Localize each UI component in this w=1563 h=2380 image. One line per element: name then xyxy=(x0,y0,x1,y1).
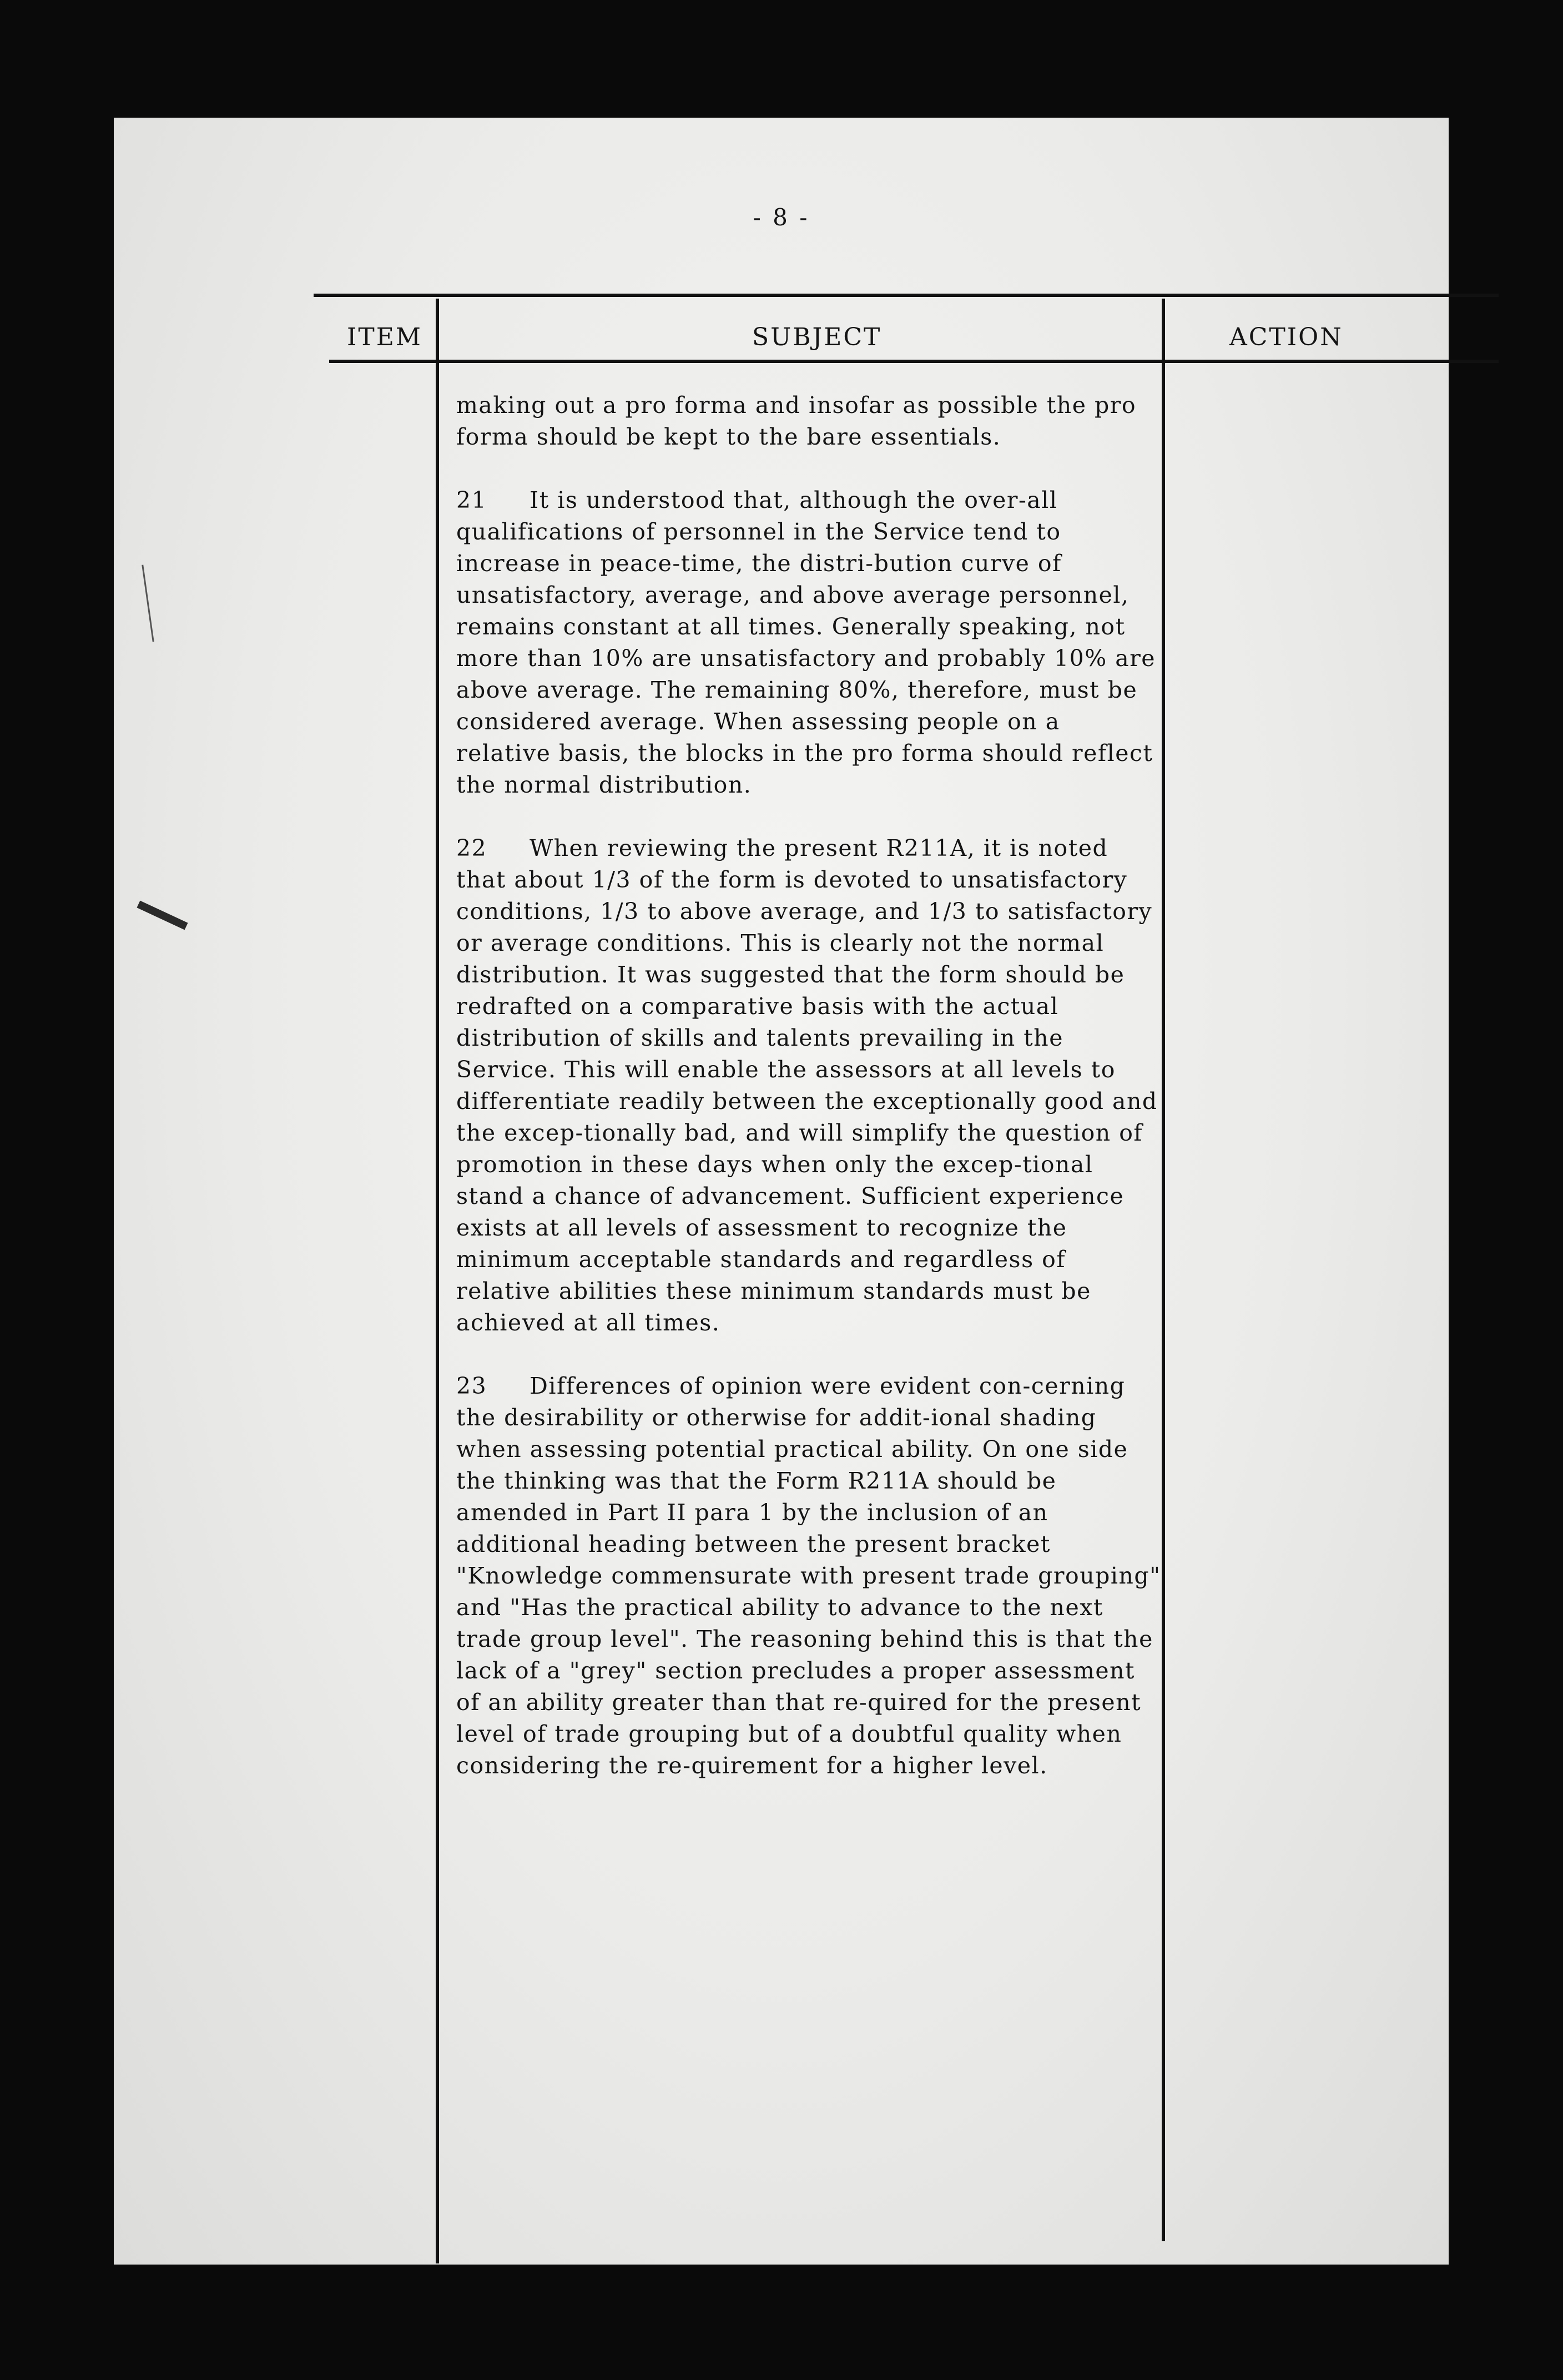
paragraph-text: It is understood that, although the over-all qualifications of personnel in the Service tend to increase in peace-time, the distri-bution curve of unsatisfactory, average, and above average personnel, remains constant at all times. Generally speaking, not more than 10% are unsatisfactory and probably 10% are above average. The remaining 80%, therefore, must be considered average. When assessing people on a relative basis, the blocks in the pro forma should reflect the normal distribution. xyxy=(456,487,1156,798)
paragraph-number: 22 xyxy=(456,835,487,861)
page-number: - 8 - xyxy=(753,204,810,231)
item-column-header: ITEM xyxy=(347,323,422,351)
paragraph-22 xyxy=(456,833,1161,1339)
paragraph-number: 21 xyxy=(456,487,487,513)
paragraph-text: When reviewing the present R211A, it is noted that about 1/3 of the form is devoted to unsatisfactory conditions, 1/3 to above average, and 1/3 to satisfactory or average conditions. This is clearly not the normal distribution. It was suggested that the form should be redrafted on a comparative basis with the actual distribution of skills and talents prevailing in the Service. This will enable the assessors at all levels to differentiate readily between the exceptionally good and the excep-tionally bad, and will simplify the question of promotion in these days when only the excep-tional stand a chance of advancement. Sufficient experience exists at all levels of assessment to recognize the minimum acceptable standards and regardless of relative abilities these minimum standards must be achieved at all times. xyxy=(456,835,1158,1336)
paragraph-23 xyxy=(456,1370,1161,1782)
item-column-divider xyxy=(436,299,439,2263)
paragraph-number: 23 xyxy=(456,1373,487,1399)
action-column-header: ACTION xyxy=(1229,323,1343,351)
ink-mark xyxy=(142,564,154,642)
table-top-rule xyxy=(314,294,1499,297)
paragraph-text: Differences of opinion were evident con-cerning the desirability or otherwise for addit-ional shading when assessing potential practical ability. On one side the thinking was that the Form R211A should be amended in Part II para 1 by the inclusion of an additional heading between the present bracket "Knowledge commensurate with present trade grouping" and "Has the practical ability to advance to the next trade group level". The reasoning behind this is that the lack of a "grey" section precludes a proper assessment of an ability greater than that re-quired for the present level of trade grouping but of a doubtful quality when considering the re-quirement for a higher level. xyxy=(456,1373,1161,1779)
paragraph-text: making out a pro forma and insofar as possible the pro forma should be kept to the bare essentials. xyxy=(456,392,1137,450)
document-page xyxy=(114,118,1449,2265)
subject-column xyxy=(456,390,1161,1813)
ink-mark xyxy=(137,901,188,930)
paragraph-21 xyxy=(456,485,1161,801)
table-header-rule xyxy=(329,360,1499,363)
subject-column-header: SUBJECT xyxy=(752,323,882,351)
paragraph-continued xyxy=(456,390,1161,453)
action-column-divider xyxy=(1162,299,1165,2241)
